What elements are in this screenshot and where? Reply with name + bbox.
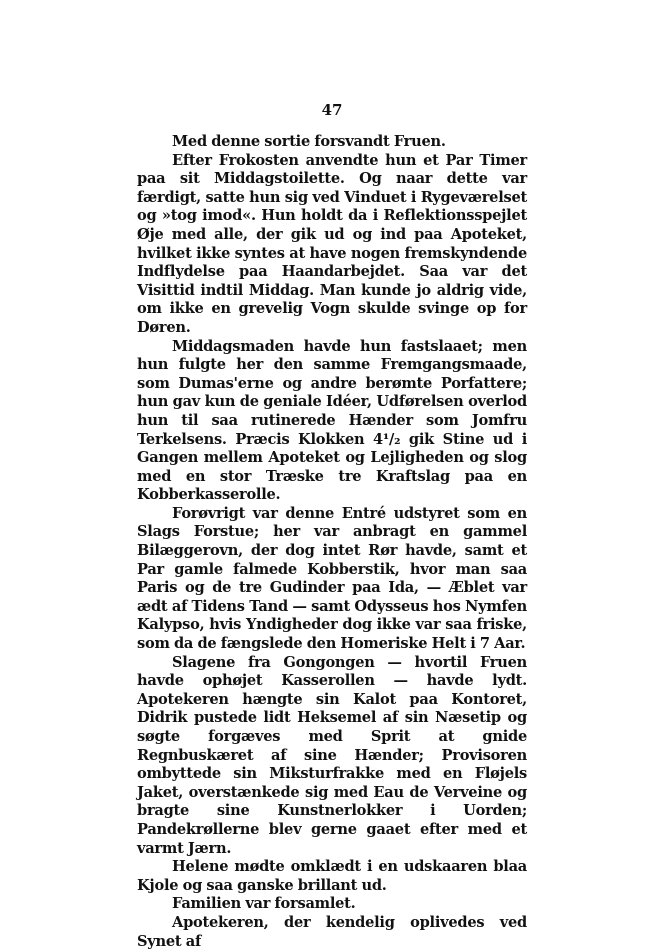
page-number: 47 xyxy=(321,101,343,119)
paragraph-3: Middagsmaden havde hun fastslaaet; men hun fulgte her den samme Fremgangsmaade, som Dumas'erne og andre berømte Porfattere; hun gav kun de geniale Idéer, Udførelsen overlod hun til saa rutinerede Hænder som Jomfru Terkelsens. Præcis Klokken 4¹/₂ gik Stine ud i Gangen mellem Apoteket og Lejligheden og slog med en stor Træske tre Kraftslag paa en Kobberkasserolle. xyxy=(137,337,527,504)
paragraph-1: Med denne sortie forsvandt Fruen. xyxy=(172,133,446,150)
paragraph-7: Familien var forsamlet. xyxy=(172,895,356,913)
paragraph-5: Slagene fra Gongongen — hvortil Fruen havde ophøjet Kasserollen — havde lydt. Apotekeren hængte sin Kalot paa Kontoret, Didrik pustede lidt Heksemel af sin Næsetip og søgte forgæves med Sprit at gnide Regnbuskæret af sine Hænder; Provisoren ombyttede sin Miksturfrakke med en Fløjels Jaket, overstænkede sig med Eau de Verveine og bragte sine Kunstnerlokker i Uorden; Pandekrøllerne blev gerne gaaet efter med et varmt Jærn. xyxy=(137,653,527,857)
paragraph-6: Helene mødte omklædt i en udskaaren blaa Kjole og saa ganske brillant ud. xyxy=(137,858,527,894)
paragraph-4: Forøvrigt var denne Entré udstyret som en Slags Forstue; her var anbragt en gammel Bilæggerovn, der dog intet Rør havde, samt et Par gamle falmede Kobberstik, hvor man saa Paris og de tre Gudinder paa Ida, — Æblet var ædt af Tidens Tand — samt Odysseus hos Nymfen Kalypso, hvis Yndigheder dog ikke var saa friske, som da de fængslede den Homeriske Helt i 7 Aar. xyxy=(137,504,527,653)
paragraph-2: Efter Frokosten anvendte hun et Par Timer paa sit Middagstoilette. Og naar dette var færdigt, satte hun sig ved Vinduet i Rygeværelset og »tog imod«. Hun holdt da i Reflektionsspejlet Øje med alle, der gik ud og ind paa Apoteket, hvilket ikke syntes at have nogen fremskyndende Indflydelse paa Haandarbejdet. Saa var det Visittid indtil Middag. Man kunde jo aldrig vide, om ikke en grevelig Vogn skulde svinge op for Døren. xyxy=(137,151,527,336)
paragraph-8: Apotekeren, der kendelig oplivedes ved Synet af xyxy=(137,913,527,950)
body-text xyxy=(137,133,527,951)
